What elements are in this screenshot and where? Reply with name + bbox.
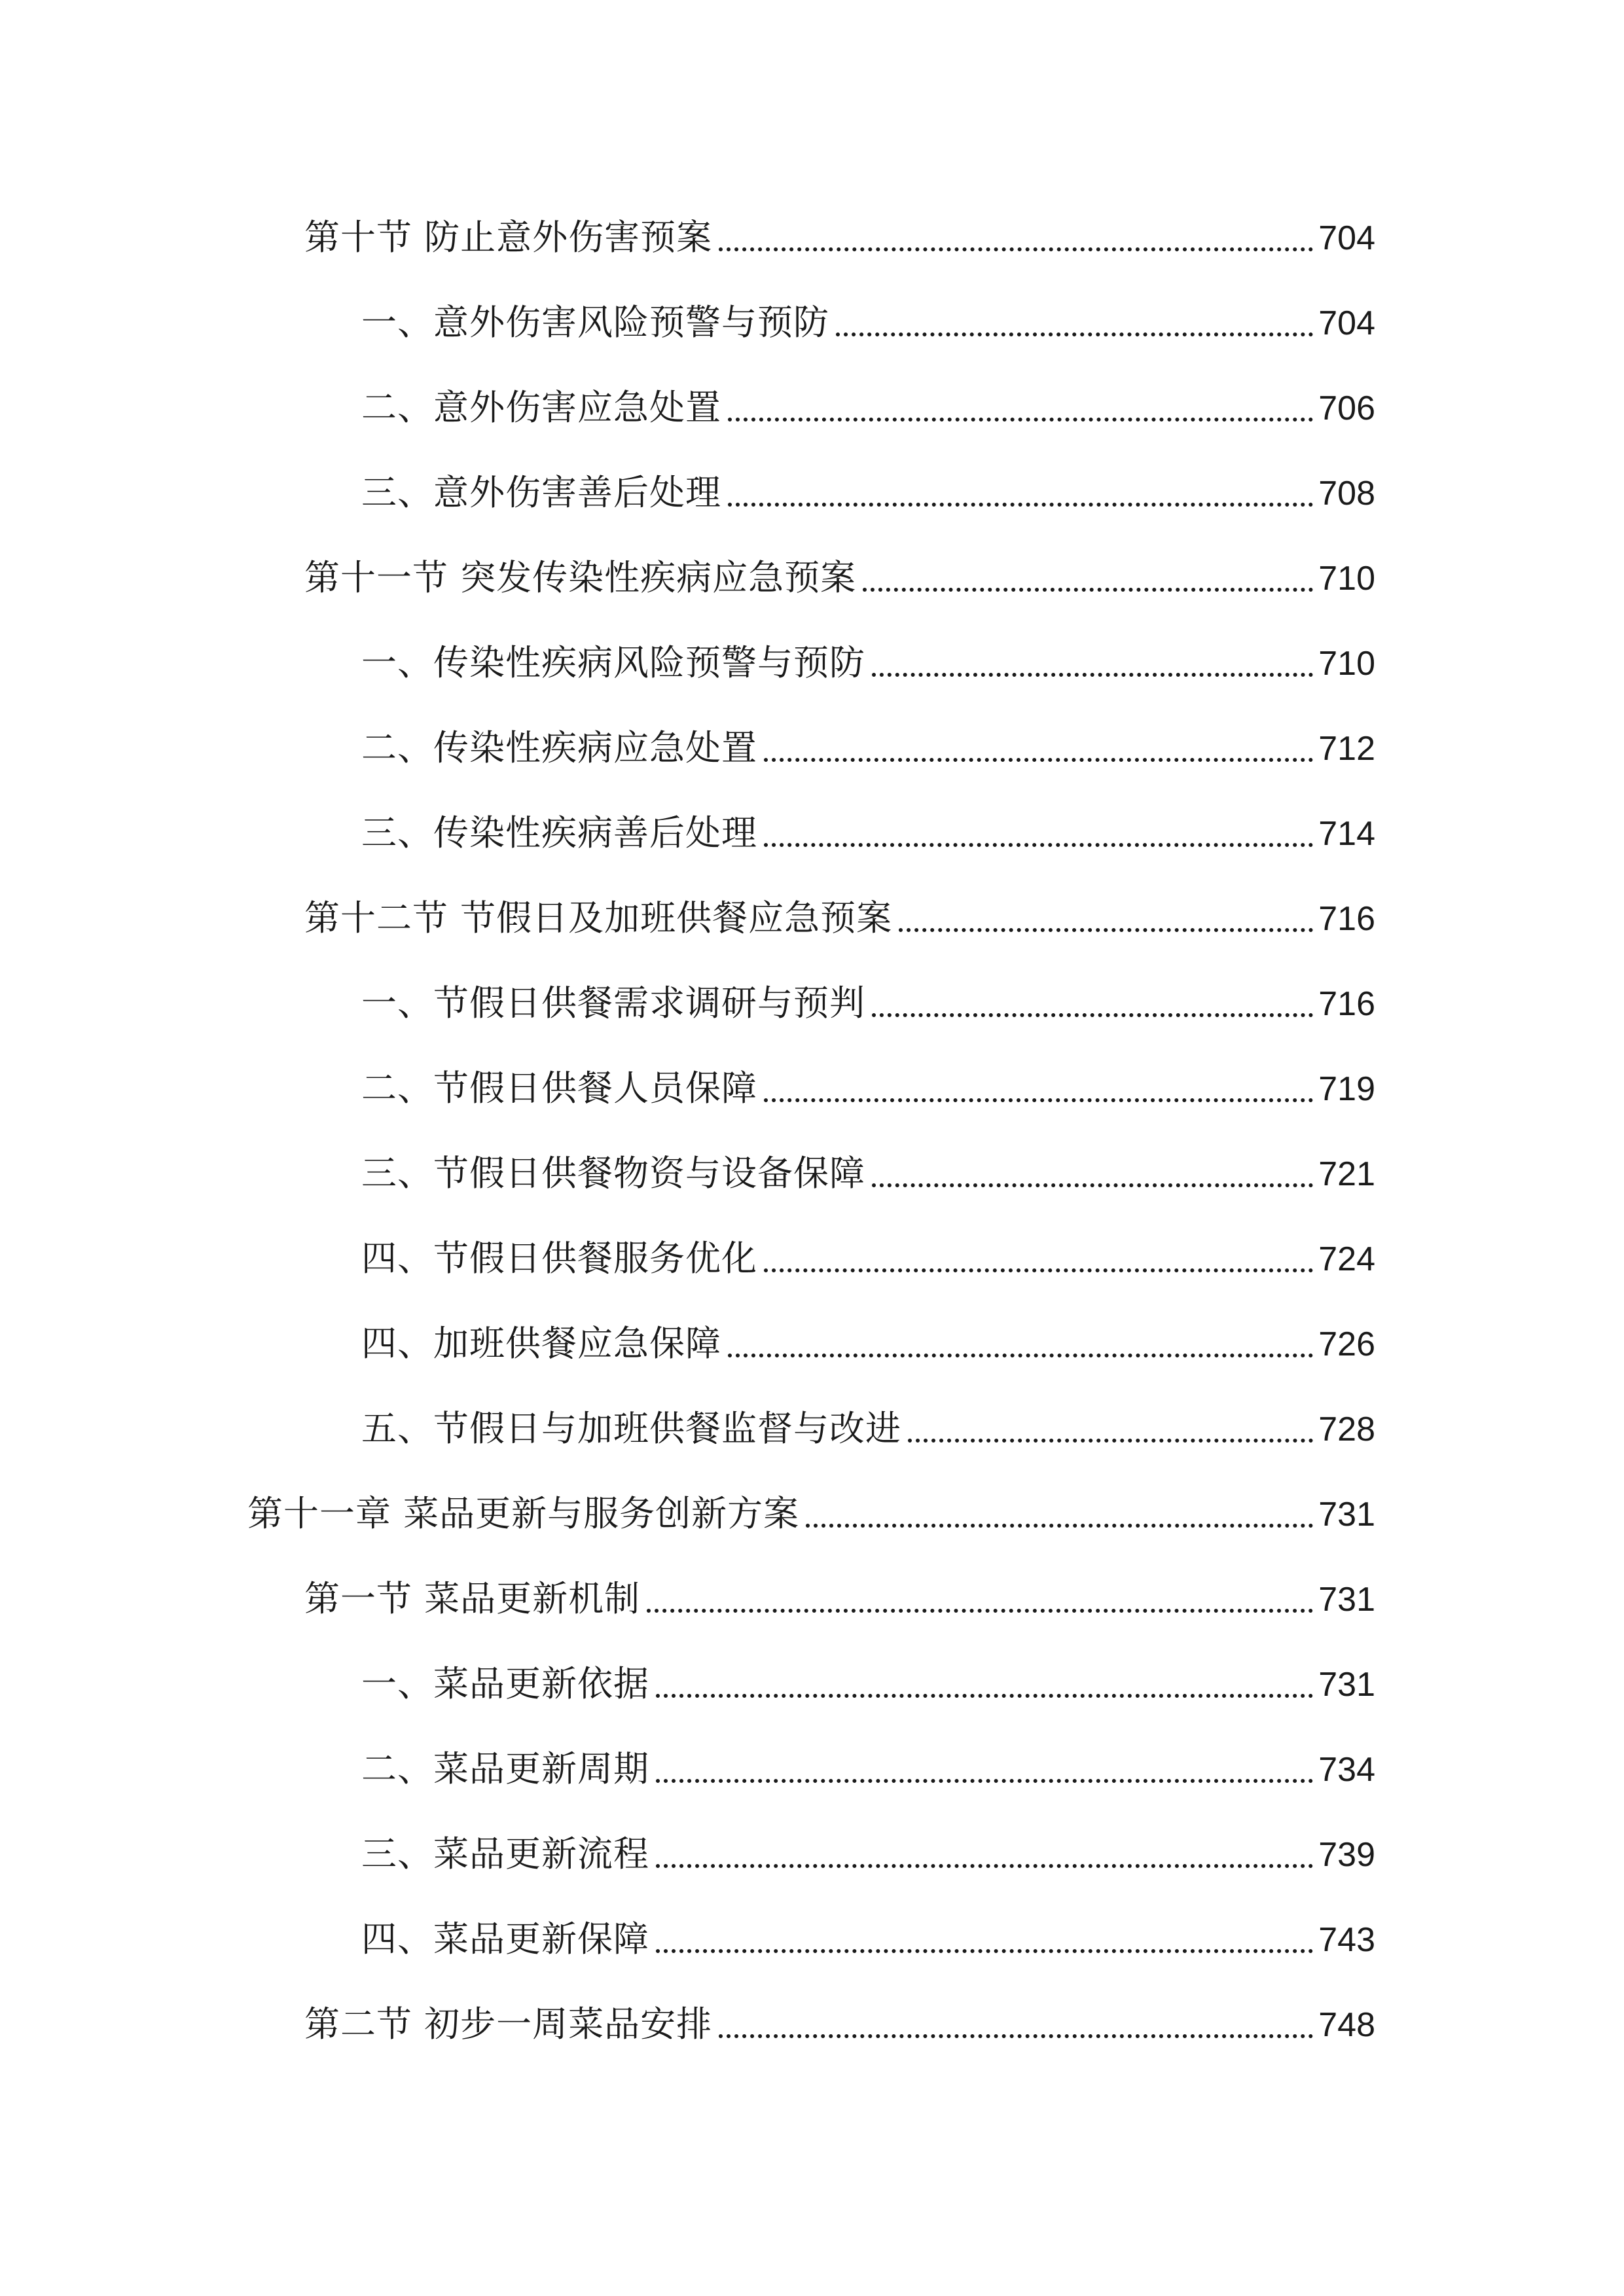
toc-entry-title: 第二节 初步一周菜品安排 (304, 2003, 713, 2045)
toc-entry[interactable] (361, 1813, 1375, 1872)
toc-entry[interactable] (361, 1643, 1375, 1702)
toc-entry[interactable] (361, 452, 1375, 511)
toc-entry-title: 第十节 防止意外伤害预案 (304, 217, 713, 258)
toc-page-number: 724 (1318, 1240, 1375, 1278)
toc-entry-title: 三、节假日供餐物资与设备保障 (361, 1153, 865, 1194)
dot-leader (764, 843, 1313, 847)
toc-entry[interactable] (361, 1898, 1375, 1960)
toc-entry-title: 五、节假日与加班供餐监督与改进 (361, 1408, 901, 1449)
toc-entry[interactable] (361, 1132, 1375, 1194)
dot-leader (899, 928, 1313, 932)
dot-leader (908, 1439, 1313, 1443)
dot-leader (806, 1524, 1313, 1528)
dot-leader (836, 332, 1313, 336)
toc-entry-title: 第十一节 突发传染性疾病应急预案 (304, 557, 857, 598)
toc-entry[interactable] (304, 1558, 1375, 1617)
toc-entry[interactable] (361, 707, 1375, 766)
toc-page-number: 739 (1318, 1836, 1375, 1874)
toc-entry-title: 二、节假日供餐人员保障 (361, 1067, 757, 1109)
toc-entry[interactable] (247, 1473, 1375, 1532)
toc-page-number: 710 (1318, 560, 1375, 598)
toc-page-number: 704 (1318, 304, 1375, 342)
toc-entry-title: 第一节 菜品更新机制 (304, 1578, 641, 1619)
toc-page-number: 704 (1318, 219, 1375, 257)
toc-entry[interactable] (361, 281, 1375, 343)
toc-entry[interactable] (361, 1388, 1375, 1449)
toc-entry[interactable] (361, 1728, 1375, 1787)
toc-entry-title: 一、菜品更新依据 (361, 1663, 649, 1704)
dot-leader (728, 418, 1313, 422)
toc-entry[interactable] (361, 792, 1375, 851)
toc-entry-title: 三、传染性疾病善后处理 (361, 812, 757, 853)
dot-leader (647, 1609, 1313, 1613)
toc-entry-title: 二、传染性疾病应急处置 (361, 727, 757, 768)
toc-entry-title: 二、意外伤害应急处置 (361, 387, 721, 428)
toc-page-number: 728 (1318, 1410, 1375, 1448)
toc-entry-title: 一、传染性疾病风险预警与预防 (361, 642, 865, 683)
dot-leader (656, 1779, 1313, 1783)
toc-page-number: 721 (1318, 1155, 1375, 1193)
toc-entry[interactable] (361, 1302, 1375, 1364)
toc-page-number: 743 (1318, 1921, 1375, 1959)
toc-entry[interactable] (361, 1047, 1375, 1109)
toc-entry-title: 一、意外伤害风险预警与预防 (361, 302, 829, 343)
dot-leader (656, 1694, 1313, 1698)
toc-entry-title: 一、节假日供餐需求调研与预判 (361, 982, 865, 1024)
toc-page-number: 731 (1318, 1666, 1375, 1704)
dot-leader (656, 1949, 1313, 1953)
toc-entry-title: 三、菜品更新流程 (361, 1833, 649, 1874)
toc-entry[interactable] (304, 196, 1375, 258)
toc-page-number: 734 (1318, 1751, 1375, 1789)
toc-page-number: 710 (1318, 645, 1375, 683)
dot-leader (872, 1013, 1313, 1017)
toc-page-number: 731 (1318, 1581, 1375, 1619)
dot-leader (719, 247, 1313, 251)
toc-entry-title: 二、菜品更新周期 (361, 1748, 649, 1789)
toc-entry-title: 第十一章 菜品更新与服务创新方案 (247, 1493, 800, 1534)
dot-leader (764, 758, 1313, 762)
toc-page-number: 714 (1318, 815, 1375, 853)
dot-leader (863, 588, 1313, 592)
toc-page-number: 748 (1318, 2006, 1375, 2044)
toc-entry-title: 四、加班供餐应急保障 (361, 1323, 721, 1364)
toc-page-number: 708 (1318, 475, 1375, 512)
dot-leader (656, 1864, 1313, 1868)
dot-leader (764, 1098, 1313, 1102)
toc-page-number: 706 (1318, 389, 1375, 427)
dot-leader (728, 1354, 1313, 1357)
toc-entry[interactable] (361, 1217, 1375, 1279)
toc-page-number: 726 (1318, 1325, 1375, 1363)
dot-leader (764, 1268, 1313, 1272)
dot-leader (872, 673, 1313, 677)
toc-entry[interactable] (361, 622, 1375, 681)
toc-entry[interactable] (361, 367, 1375, 428)
toc-page-number: 716 (1318, 985, 1375, 1023)
toc-entry[interactable] (304, 1983, 1375, 2045)
toc-page-number: 719 (1318, 1070, 1375, 1108)
dot-leader (728, 503, 1313, 507)
toc-entry[interactable] (304, 537, 1375, 596)
toc-page-number: 731 (1318, 1496, 1375, 1534)
dot-leader (872, 1183, 1313, 1187)
dot-leader (719, 2034, 1313, 2038)
toc-entry-title: 四、菜品更新保障 (361, 1918, 649, 1960)
toc-entry-title: 四、节假日供餐服务优化 (361, 1238, 757, 1279)
toc-entry-title: 第十二节 节假日及加班供餐应急预案 (304, 897, 893, 939)
toc-entry-title: 三、意外伤害善后处理 (361, 472, 721, 513)
toc-page-number: 712 (1318, 730, 1375, 768)
toc-entry[interactable] (304, 877, 1375, 939)
toc-page-number: 716 (1318, 900, 1375, 938)
toc-entry[interactable] (361, 962, 1375, 1024)
